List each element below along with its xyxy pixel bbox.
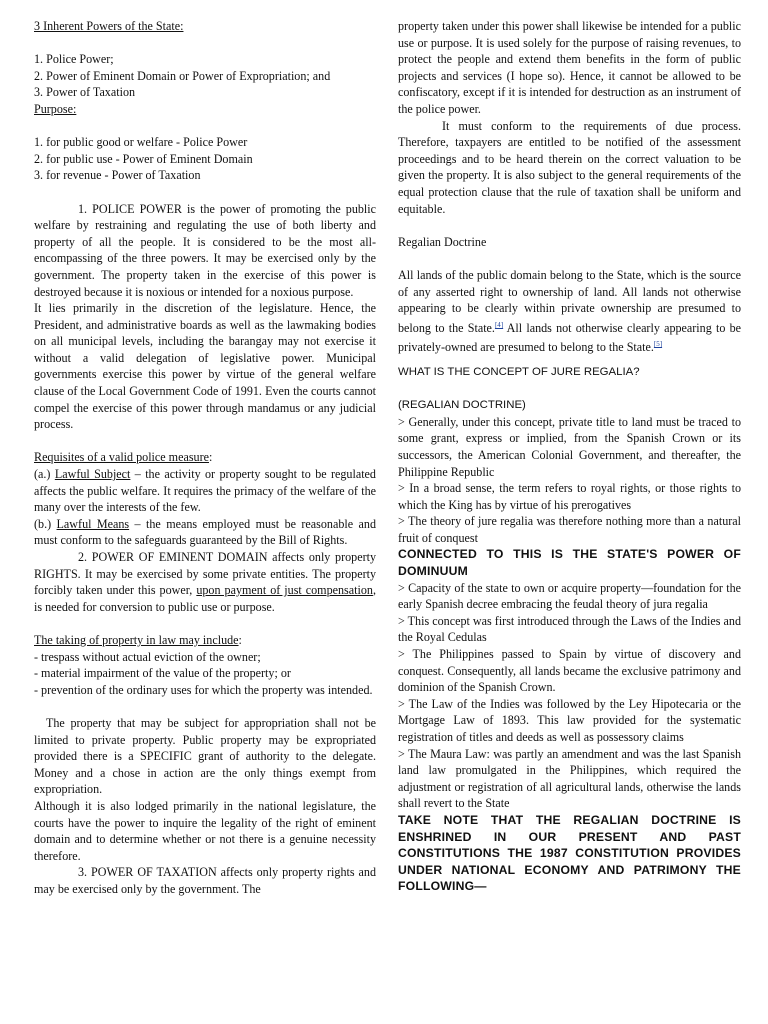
courts-legality-paragraph: Although it is also lodged primarily in the national legislature, the courts have the power to inquire the legality of the right of eminent domain and to determine whether or not there is a genuine necessity therefore. <box>34 798 376 863</box>
spacer <box>398 217 741 234</box>
dominuum-item: > The Law of the Indies was followed by the Ley Hipotecaria or the Mortgage Law of 1893. This law provided for the systematic registration of titles and deeds as well as possessory claims <box>398 696 741 744</box>
footnote-5-link[interactable]: [5] <box>653 340 663 349</box>
spacer <box>34 698 376 715</box>
police-power-legislature-paragraph: It lies primarily in the discretion of the legislature. Hence, the President, and administrative boards as well as the lawmaking bodies on all municipal levels, including the barangay may not exercise it without a valid delegation of legislative power. Municipal governments exercise this power by virtue of the general welfare clause of the Local Government Code of 1991. Even the courts cannot compel the exercise of this power through mandamus or any judicial process. <box>34 301 376 432</box>
regalian-paragraph <box>398 267 741 356</box>
dominuum-item: > The Philippines passed to Spain by virtue of discovery and conquest. Consequently, all lands became the exclusive patrimony and dominion of the Spanish Crown. <box>398 647 741 695</box>
requisites-heading: Requisites of a valid police measure <box>34 450 209 465</box>
footnote-4-link[interactable]: [4] <box>494 320 504 329</box>
purpose-item: 1. for public good or welfare - Police Power <box>34 135 248 150</box>
taking-item: - prevention of the ordinary uses for which the property was intended. <box>34 682 373 697</box>
spacer <box>34 615 376 632</box>
right-column <box>398 18 741 895</box>
taking-item: - material impairment of the value of the property; or <box>34 666 291 681</box>
spacer <box>398 250 741 267</box>
taxation-paragraph: 3. POWER OF TAXATION affects only property rights and may be exercised only by the government. The <box>34 865 376 896</box>
regalian-doctrine-paren-heading: (REGALIAN DOCTRINE) <box>398 399 526 412</box>
dominuum-item: > Capacity of the state to own or acquire property—foundation for the early Spanish decree embracing the feudal theory of jura regalia <box>398 580 741 612</box>
power-item: 3. Power of Taxation <box>34 85 136 100</box>
requisite-a-prefix: (a.) <box>34 467 55 482</box>
concept-item: > In a broad sense, the term refers to royal rights, or those rights to which the King has by virtue of his prerogatives <box>398 481 741 512</box>
eminent-domain-paragraph <box>34 549 376 615</box>
due-process-paragraph: It must conform to the requirements of due process. Therefore, taxpayers are entitled to be notified of the assessment proceedings and to be heard therein on the correct valuation to be given the property. It is also subject to the general requirements of the equal protection clause that the rule of taxation shall be uniform and equitable. <box>398 118 741 216</box>
spacer <box>398 381 741 398</box>
regalian-text-b: All lands not otherwise clearly appearing to be privately-owned are presumed to belong to the State. <box>398 320 742 355</box>
dominuum-item: > The Maura Law: was partly an amendment and was the last Spanish land law promulgated in the Philippines, which required the adjustment or registration of all agricultural lands, otherwise the lands shall revert to the State <box>398 746 741 811</box>
taxation-continued-paragraph: property taken under this power shall likewise be intended for a public use or purpose. It is used solely for the purpose of raising revenues, to protect the people and extend them benefits in the form of public projects and services (I hope so). Hence, it cannot be allowed to be confiscatory, except if it is intended for destruction as an instrument of the police power. <box>398 19 741 116</box>
requisites-heading-line <box>34 449 376 466</box>
requisite-b <box>34 516 376 549</box>
power-item: 1. Police Power; <box>34 52 114 67</box>
requisite-a-term: Lawful Subject <box>54 467 131 482</box>
requisite-a <box>34 466 376 516</box>
police-power-paragraph: 1. POLICE POWER is the power of promoting the public welfare by restraining and regulating the use of both liberty and property of all the people. It is considered to be the most all-encompassing of the three powers. It may be exercised only by the government. The property taken in the exercise of this power is destroyed because it is noxious or intended for a noxious purpose. <box>34 201 376 299</box>
eminent-domain-text-a: 2. POWER OF EMINENT DOMAIN affects only property RIGHTS. It may be exercised by some private entities. The property forcibly taken under this power, <box>34 550 376 598</box>
spacer <box>34 184 376 201</box>
requisite-a-text: – the activity or property sought to be regulated affects the public welfare. It requires the primacy of the welfare of the many over the interests of the few. <box>34 467 376 515</box>
taking-item: - trespass without actual eviction of the owner; <box>34 649 261 664</box>
spacer <box>34 118 376 135</box>
spacer <box>34 35 376 52</box>
concept-item: > The theory of jure regalia was therefore nothing more than a natural fruit of conquest <box>398 514 741 545</box>
regalian-doctrine-heading: Regalian Doctrine <box>398 234 487 249</box>
purpose-heading: Purpose: <box>34 101 77 116</box>
take-note-paragraph: TAKE NOTE THAT THE REGALIAN DOCTRINE IS ENSHRINED IN OUR PRESENT AND PAST CONSTITUTIONS THE 1987 CONSTITUTION PROVIDES UNDER NATIONAL ECONOMY AND PATRIMONY THE FOLLOWING— <box>398 812 741 894</box>
left-column <box>34 18 376 897</box>
spacer <box>398 356 741 364</box>
taking-heading-line <box>34 632 376 649</box>
dominuum-heading: CONNECTED TO THIS IS THE STATE'S POWER OF DOMINUUM <box>398 547 741 579</box>
purpose-item: 2. for public use - Power of Eminent Domain <box>34 151 253 166</box>
just-compensation-phrase: upon payment of just compensation <box>196 583 373 598</box>
requisite-b-prefix: (b.) <box>34 516 57 531</box>
spacer <box>34 433 376 450</box>
requisites-colon: : <box>208 450 213 465</box>
taking-heading: The taking of property in law may include <box>34 632 239 647</box>
eminent-domain-text-b: , is needed for conversion to public use or purpose. <box>34 583 376 614</box>
requisite-b-term: Lawful Means <box>56 516 130 531</box>
regalian-text-a: All lands of the public domain belong to the State, which is the source of any asserted right to ownership of land. All lands not otherwise appearing to be clearly within private ownership are presumed to belong to the State. <box>398 267 741 335</box>
inherent-powers-heading: 3 Inherent Powers of the State: <box>34 19 184 33</box>
dominuum-item: > This concept was first introduced through the Laws of the Indies and the Royal Cedulas <box>398 613 741 645</box>
power-item: 2. Power of Eminent Domain or Power of Expropriation; and <box>34 68 331 83</box>
appropriation-paragraph: The property that may be subject for appropriation shall not be limited to private property. Public property may be expropriated provided there is a SPECIFIC grant of authority to the delegate. Money and a chose in action are the only things exempt from expropriation. <box>34 715 376 797</box>
concept-item: > Generally, under this concept, private title to land must be traced to some grant, express or implied, from the Spanish Crown or its successors, the American Colonial Government, and thereafter, the Philippine Republic <box>398 414 741 479</box>
requisite-b-text: – the means employed must be reasonable and must conform to the safeguards guaranteed by the Bill of Rights. <box>34 516 376 548</box>
purpose-item: 3. for revenue - Power of Taxation <box>34 168 201 183</box>
taking-colon: : <box>238 632 242 647</box>
jure-regalia-question: WHAT IS THE CONCEPT OF JURE REGALIA? <box>398 365 640 378</box>
